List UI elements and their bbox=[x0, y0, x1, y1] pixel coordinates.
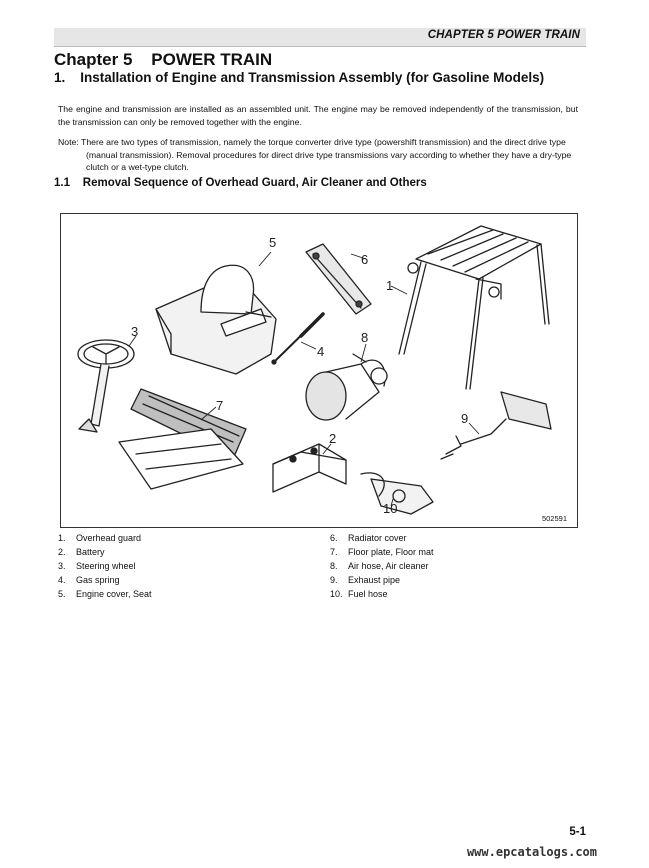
legend-item bbox=[330, 573, 570, 587]
legend-item-label: Floor plate, Floor mat bbox=[348, 547, 434, 557]
callout-10: 10 bbox=[383, 501, 398, 516]
overhead-guard-drawing bbox=[399, 226, 549, 389]
legend-item-label: Engine cover, Seat bbox=[76, 589, 152, 599]
legend-item-label: Radiator cover bbox=[348, 533, 407, 543]
legend-item bbox=[58, 587, 298, 601]
legend-item bbox=[330, 587, 570, 601]
legend-right-column bbox=[330, 531, 570, 601]
legend-item-label: Battery bbox=[76, 547, 105, 557]
legend-item-number: 8. bbox=[330, 561, 338, 571]
legend-item-number: 1. bbox=[58, 533, 66, 543]
exploded-diagram bbox=[60, 213, 578, 528]
legend-item-number: 9. bbox=[330, 575, 338, 585]
intro-paragraph: The engine and transmission are installed as an assembled unit. The engine may be removed independently of the transmission, but the transmission can only be removed together with the engine. bbox=[58, 104, 578, 127]
callout-3: 3 bbox=[131, 324, 139, 339]
chapter-header-bar bbox=[54, 28, 586, 47]
legend-item-label: Steering wheel bbox=[76, 561, 136, 571]
legend-item-label: Air hose, Air cleaner bbox=[348, 561, 429, 571]
subsection-title: 1.1 Removal Sequence of Overhead Guard, Air Cleaner and Others bbox=[54, 177, 427, 189]
legend-item-number: 6. bbox=[330, 533, 338, 543]
legend-left-column bbox=[58, 531, 298, 601]
battery-drawing bbox=[273, 444, 346, 492]
watermark-url[interactable]: www.epcatalogs.com bbox=[466, 845, 597, 859]
legend-item-label: Exhaust pipe bbox=[348, 575, 401, 585]
engine-cover-seat-drawing bbox=[156, 265, 276, 374]
chapter-title: Chapter 5 POWER TRAIN bbox=[54, 50, 273, 69]
legend-item-number: 5. bbox=[58, 589, 66, 599]
page-number: 5-1 bbox=[569, 826, 586, 838]
figure-id: 502591 bbox=[541, 514, 567, 523]
legend-item-number: 3. bbox=[58, 561, 66, 571]
chapter-header-label: CHAPTER 5 POWER TRAIN bbox=[427, 29, 580, 41]
parts-illustration bbox=[61, 214, 579, 529]
section-title: 1. Installation of Engine and Transmission Assembly (for Gasoline Models) bbox=[54, 70, 545, 85]
air-cleaner-drawing bbox=[306, 354, 387, 420]
steering-wheel-drawing bbox=[78, 340, 134, 432]
legend-item bbox=[330, 559, 570, 573]
gas-spring-drawing bbox=[272, 314, 323, 364]
callout-4: 4 bbox=[317, 344, 325, 359]
legend-item-number: 2. bbox=[58, 547, 66, 557]
legend-item bbox=[58, 573, 298, 587]
callout-9: 9 bbox=[461, 411, 469, 426]
callout-5: 5 bbox=[269, 235, 277, 250]
legend-item bbox=[58, 545, 298, 559]
note-paragraph: Note: There are two types of transmission, namely the torque converter drive type (powershift transmission) and the direct drive type (manual transmission). Removal procedures for direct drive type transmissions vary according to whether they have a dry-type clutch or a wet-type clutch. bbox=[58, 137, 572, 172]
legend-item bbox=[58, 559, 298, 573]
callout-2: 2 bbox=[329, 431, 337, 446]
callout-7: 7 bbox=[216, 398, 224, 413]
legend-item bbox=[58, 531, 298, 545]
legend-item-number: 10. bbox=[330, 589, 343, 599]
exhaust-pipe-drawing bbox=[441, 392, 551, 459]
floor-plate-mat-drawing bbox=[119, 389, 246, 489]
callout-8: 8 bbox=[361, 330, 369, 345]
callout-1: 1 bbox=[386, 278, 394, 293]
legend-item-label: Overhead guard bbox=[76, 533, 142, 543]
legend-item-label: Fuel hose bbox=[348, 589, 388, 599]
legend-item-label: Gas spring bbox=[76, 575, 120, 585]
legend-item-number: 7. bbox=[330, 547, 338, 557]
legend-item bbox=[330, 545, 570, 559]
legend-item bbox=[330, 531, 570, 545]
legend-item-number: 4. bbox=[58, 575, 66, 585]
callout-6: 6 bbox=[361, 252, 369, 267]
